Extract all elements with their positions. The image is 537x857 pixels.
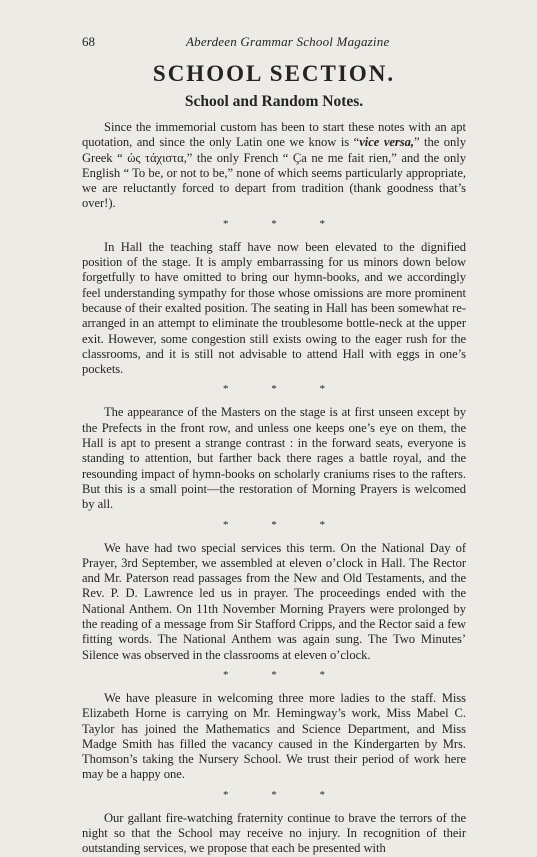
paragraph-intro xyxy=(82,120,466,212)
intro-text-c: ” the only Greek “ ὡς τάχιστα,” the only French “ Ça ne me fait rien,” and the only English “ To be, or not to be,” none of which seems particularly appropriate, we are reluctantly forced to depart from tradition (thank goodness that’s over!). xyxy=(82,135,466,211)
section-separator: * * * xyxy=(223,788,345,801)
intro-latin-quote: vice versa, xyxy=(359,135,414,150)
section-separator: * * * xyxy=(223,668,345,681)
section-title: SCHOOL SECTION. xyxy=(152,61,396,86)
paragraph-new-staff: We have pleasure in welcoming three more ladies to the staff. Miss Elizabeth Horne is carrying on Mr. Hemingway’s work, Miss Mabel C. Taylor has joined the Mathematics and Science Department, and Miss Madge Smith has filled the vacancy caused in the Kindergarten by Mrs. Thomson’s taking the Nursery School. We trust their period of work here may be a happy one. xyxy=(82,690,466,782)
section-separator: * * * xyxy=(223,217,345,230)
paragraph-fire-watching: Our gallant fire-watching fraternity continue to brave the terrors of the night so that the School may receive no injury. In recognition of their outstanding services, we propose that each be presented with xyxy=(82,810,466,856)
intro-text-a: Since the immemorial custom has been to start these notes with an apt quotation, and since the only Latin one we know is “ xyxy=(82,120,466,150)
subsection-title: School and Random Notes. xyxy=(184,93,364,110)
paragraph-special-services: We have had two special services this term. On the National Day of Prayer, 3rd September, we assembled at eleven o’clock in Hall. The Rector and Mr. Paterson read passages from the New and Old Testaments, and the Rev. P. D. Lawrence led us in prayer. The proceedings ended with the National Anthem. On 11th November Morning Prayers were prolonged by the reading of a message from Sir Stafford Cripps, and the Rector said a few fitting words. The National Anthem was again sung. The Two Minutes’ Silence was observed in the classrooms at eleven o’clock. xyxy=(82,540,466,662)
page-number: 68 xyxy=(82,34,95,49)
running-head xyxy=(82,34,466,52)
section-separator: * * * xyxy=(223,383,345,396)
magazine-title: Aberdeen Grammar School Magazine xyxy=(186,34,390,49)
paragraph-hall-seating: In Hall the teaching staff have now been elevated to the dignified position of the stage. It is amply embarrassing for us minors down below forgetfully to have omitted to bring our hymn-books, and we accordingly feel understanding sympathy for those whose omissions are more prominent because of their exalted position. The seating in Hall has been somewhat re-arranged in an attempt to eliminate the troublesome bottle-neck at the upper exit. However, some congestion still exists owing to the eager rush for the classrooms, and it is still not advisable to attend Hall with eggs in one’s pockets. xyxy=(82,239,466,377)
paragraph-masters-stage: The appearance of the Masters on the stage is at first unseen except by the Prefects in the front row, and unless one keeps one’s eye on them, the Hall is apt to present a strange contrast : in the forward seats, everyone is standing to attention, but farther back there rages a battle royal, and the resounding impact of hymn-books on scholarly craniums rises to the rafters. But this is a small point—the restoration of Morning Prayers is welcomed by all. xyxy=(82,405,466,512)
article-body xyxy=(82,120,466,857)
section-separator: * * * xyxy=(223,518,345,531)
